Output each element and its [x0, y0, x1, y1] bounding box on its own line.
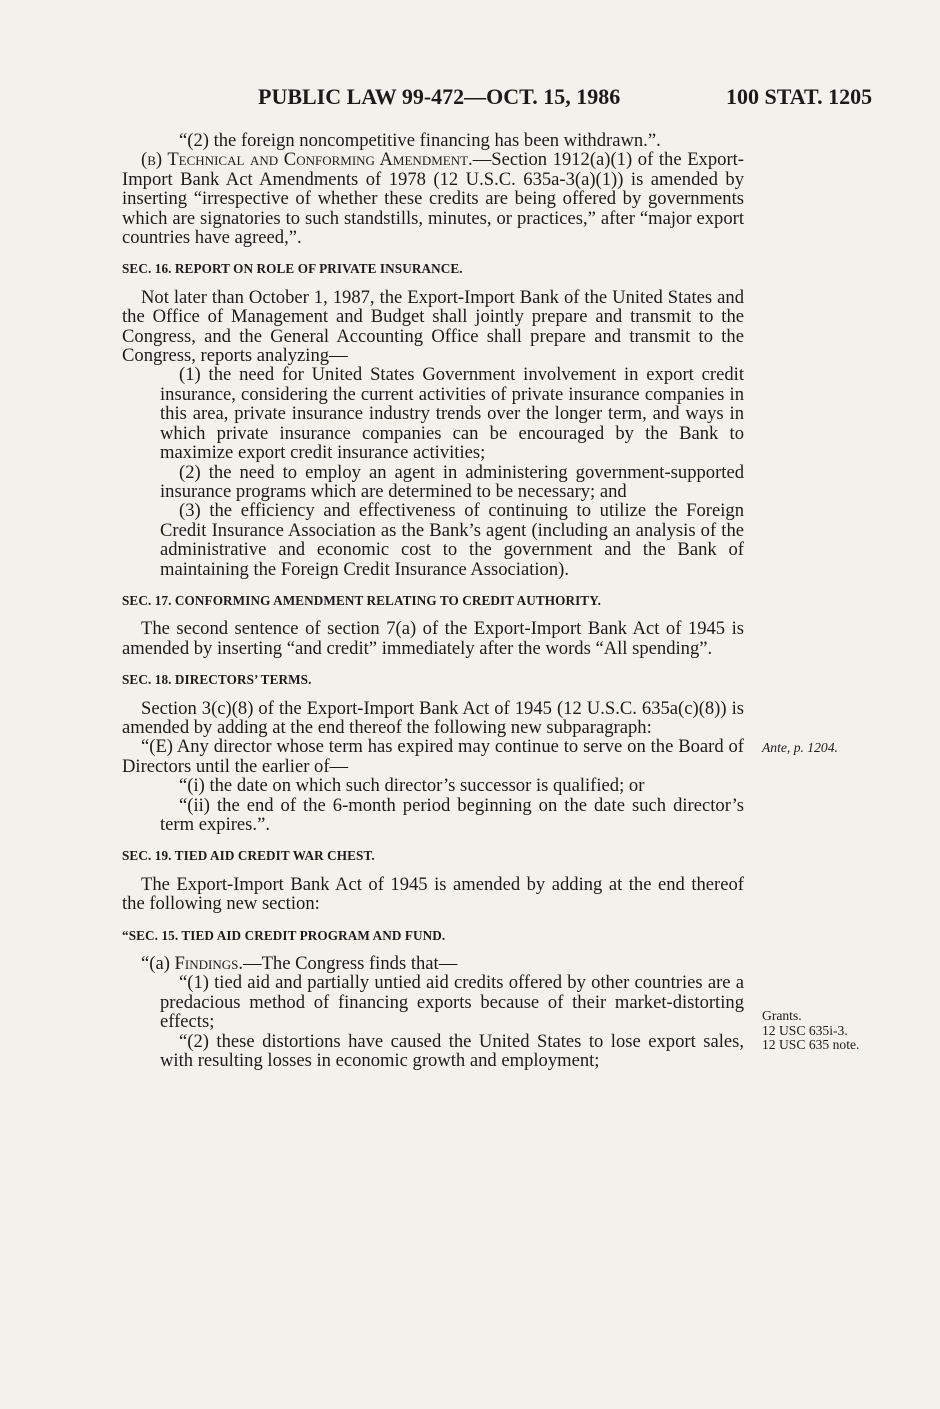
findings-item-1: “(1) tied aid and partially untied aid credits offered by other countries are a predacious method of financing exports because of their market-distorting effects; [160, 972, 744, 1033]
section-19-paragraph: The Export-Import Bank Act of 1945 is amended by adding at the end thereof the following new section: [122, 873, 744, 915]
section-19-heading: SEC. 19. TIED AID CREDIT WAR CHEST. [122, 848, 375, 864]
technical-amendment-label: (b) Technical and Conforming Amendment. [141, 149, 473, 171]
paragraph-withdrawn: “(2) the foreign noncompetitive financing has been withdrawn.”. [179, 130, 661, 151]
section-18-item-ii: “(ii) the end of the 6-month period beginning on the date such director’s term expires.”. [160, 794, 744, 835]
technical-amendment-text: —Section 1912(a)(1) of the Export-Import Bank Act Amendments of 1978 (12 U.S.C. 635a-3(a)(1)) is amended by inserting “irrespective of whether these credits are being offered by governments which are signatories to such standstills, minutes, or practices,” after “major export countries have agreed,”. [122, 149, 744, 249]
page-header [0, 84, 940, 114]
section-17-paragraph: The second sentence of section 7(a) of the Export-Import Bank Act of 1945 is amended by inserting “and credit” immediately after the words “All spending”. [122, 618, 744, 659]
margin-note-ante-text: Ante, p. 1204. [762, 740, 838, 755]
section-16-item-1: (1) the need for United States Government involvement in export credit insurance, considering the current activities of private insurance companies in this area, private insurance industry trends over the longer term, and ways in which private insurance companies can be encouraged by the Bank to maximize export credit insurance activities; [160, 364, 744, 464]
margin-note-usc-2: 12 USC 635 note. [762, 1037, 860, 1052]
paragraph-technical-amendment [122, 150, 744, 247]
header-statute-page: 100 STAT. 1205 [726, 84, 873, 109]
margin-note-grants [762, 1009, 859, 1053]
margin-note-usc-1: 12 USC 635i-3. [762, 1022, 848, 1038]
findings-quote: “(a) [141, 953, 175, 975]
findings-label: Findings. [174, 953, 243, 975]
findings-text: —The Congress finds that— [242, 953, 458, 975]
body-column [122, 131, 744, 1070]
margin-note-grants-label: Grants. [762, 1008, 802, 1023]
section-16-item-3: (3) the efficiency and effectiveness of continuing to utilize the Foreign Credit Insurance Association as the Bank’s agent (including an analysis of the administrative and economic cost to the government and the Bank of maintaining the Foreign Credit Insurance Association). [160, 500, 744, 580]
section-18-item-i: “(i) the date on which such director’s successor is qualified; or [179, 775, 645, 797]
section-17-heading: SEC. 17. CONFORMING AMENDMENT RELATING TO CREDIT AUTHORITY. [122, 592, 602, 608]
section-16-item-2: (2) the need to employ an agent in administering government-supported insurance programs which are determined to be necessary; and [160, 461, 744, 502]
findings-paragraph [122, 954, 744, 973]
new-section-15-heading: “SEC. 15. TIED AID CREDIT PROGRAM AND FUND. [122, 927, 446, 943]
section-16-heading: SEC. 16. REPORT ON ROLE OF PRIVATE INSURANCE. [122, 261, 463, 277]
section-18-subparagraph-e: “(E) Any director whose term has expired may continue to serve on the Board of Directors until the earlier of— [122, 736, 744, 777]
section-18-heading: SEC. 18. DIRECTORS’ TERMS. [122, 672, 312, 688]
section-18-paragraph: Section 3(c)(8) of the Export-Import Bank Act of 1945 (12 U.S.C. 635a(c)(8)) is amended by adding at the end thereof the following new subparagraph: [122, 697, 744, 738]
header-title: PUBLIC LAW 99-472—OCT. 15, 1986 [258, 84, 621, 109]
findings-item-2: “(2) these distortions have caused the United States to lose export sales, with resulting losses in economic growth and employment; [160, 1030, 744, 1072]
margin-note-ante [762, 741, 838, 756]
section-16-paragraph: Not later than October 1, 1987, the Export-Import Bank of the United States and the Office of Management and Budget shall jointly prepare and transmit to the Congress, and the General Accounting Office shall prepare and transmit to the Congress, reports analyzing— [122, 286, 744, 367]
